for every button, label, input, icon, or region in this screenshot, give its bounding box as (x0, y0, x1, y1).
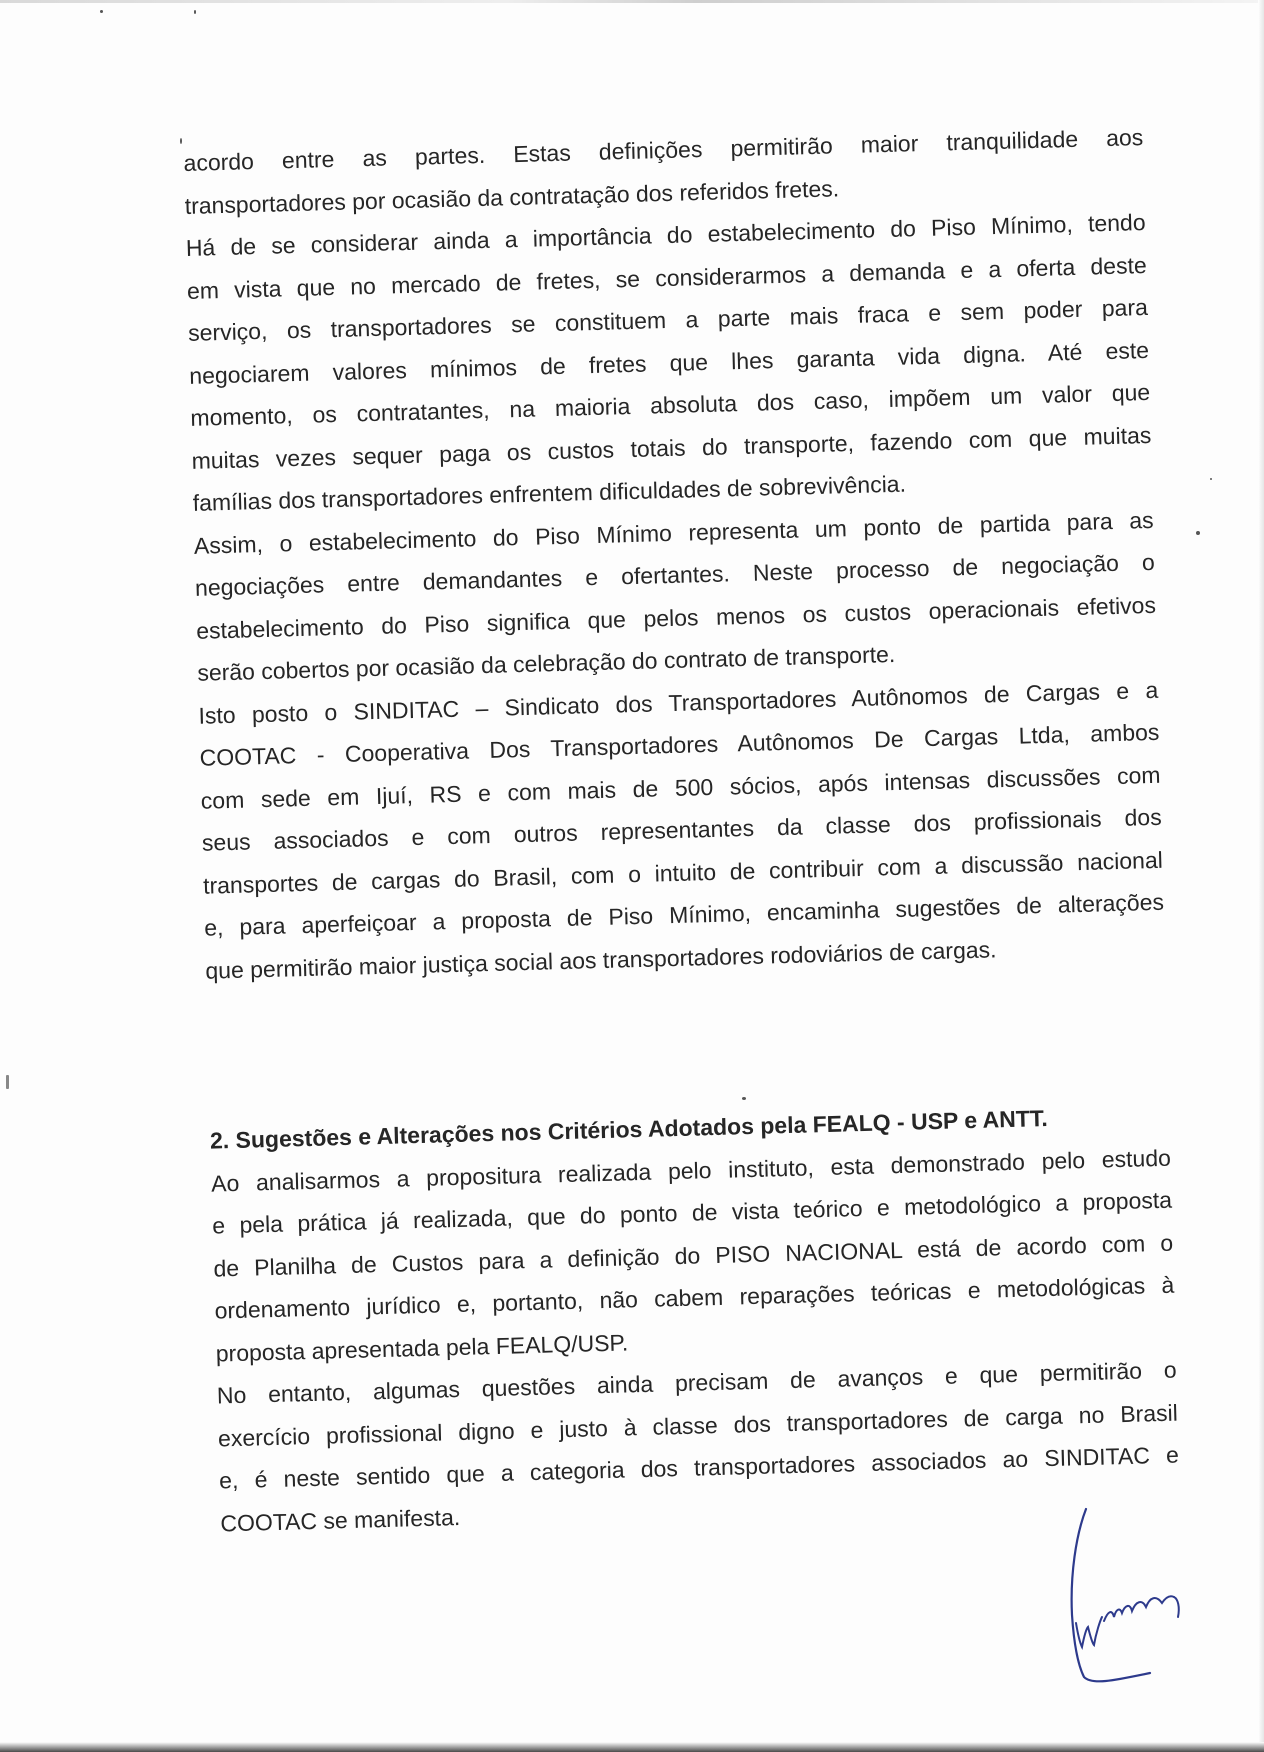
text-line: COOTAC - Cooperativa Dos Transportadores Autônomos De Cargas Ltda, ambos (199, 718, 1160, 771)
scan-right-edge (1258, 0, 1264, 1752)
text-line: exercício profissional digno e justo à classe dos transportadores de carga no Brasil (217, 1399, 1179, 1452)
text-line: Assim, o estabelecimento do Piso Mínimo representa um ponto de partida para as (193, 506, 1154, 559)
text-line: ordenamento jurídico e, portanto, não cabem reparações teóricas e metodológicas à (214, 1271, 1175, 1324)
scan-speck (1210, 478, 1212, 480)
text-line: transportes de cargas do Brasil, com o intuito de contribuir com a discussão nacional (202, 846, 1164, 899)
text-line: acordo entre as partes. Estas definições permitirão maior tranquilidade aos (183, 124, 1144, 176)
scan-bottom-edge (0, 1742, 1264, 1752)
scan-speck (180, 138, 182, 144)
text-line: Há de se considerar ainda a importância do estabelecimento do Piso Mínimo, tendo (185, 208, 1146, 261)
scan-speck (194, 10, 196, 14)
text-line: muitas vezes sequer paga os custos totais do transporte, fazendo com que muitas (191, 421, 1152, 474)
text-line: de Planilha de Custos para a definição do PISO NACIONAL está de acordo com o (213, 1229, 1174, 1282)
text-line: em vista que no mercado de fretes, se considerarmos a demanda e a oferta deste (186, 251, 1148, 304)
scan-speck (100, 10, 103, 13)
text-line: estabelecimento do Piso significa que pelos menos os custos operacionais efetivos (195, 591, 1157, 644)
text-line: famílias dos transportadores enfrentem dificuldades de sobrevivência. (192, 470, 907, 516)
text-line: serviço, os transportadores se constituem a parte mais fraca e sem poder para (187, 293, 1149, 346)
scan-speck (6, 1075, 9, 1089)
handwritten-signature (1062, 1505, 1192, 1690)
text-line: proposta apresentada pela FEALQ/USP. (215, 1328, 629, 1367)
text-line: negociações entre demandantes e ofertantes. Neste processo de negociação o (194, 548, 1156, 601)
intro-paragraphs (183, 116, 1166, 992)
text-line: e, para aperfeiçoar a proposta de Piso Mínimo, encaminha sugestões de alterações (203, 888, 1165, 941)
text-line: negociarem valores mínimos de fretes que lhes garanta vida digna. Até este (188, 336, 1150, 389)
text-line: serão cobertos por ocasião da celebração do contrato de transporte. (197, 640, 896, 686)
document-body (183, 116, 1181, 1544)
text-line: transportadores por ocasião da contratação dos referidos fretes. (184, 174, 840, 219)
text-line: com sede em Ijuí, RS e com mais de 500 sócios, após intensas discussões com (200, 761, 1161, 814)
scan-top-edge (0, 0, 1264, 3)
text-line: e, é neste sentido que a categoria dos transportadores associados ao SINDITAC e (218, 1441, 1180, 1494)
text-line: Isto posto o SINDITAC – Sindicato dos Transportadores Autônomos de Cargas e a (198, 676, 1159, 729)
text-line: No entanto, algumas questões ainda precisam de avanços e que permitirão o (216, 1356, 1177, 1409)
text-line: e pela prática já realizada, que do ponto de vista teórico e metodológico a proposta (211, 1186, 1173, 1239)
text-line: Ao analisarmos a propositura realizada pelo instituto, esta demonstrado pelo estudo (210, 1144, 1172, 1197)
text-line: momento, os contratantes, na maioria absoluta dos caso, impõem um valor que (190, 378, 1151, 431)
scan-speck (742, 1097, 746, 1100)
text-line: COOTAC se manifesta. (220, 1503, 461, 1536)
scan-speck (1196, 531, 1200, 535)
text-line: que permitirão maior justiça social aos transportadores rodoviários de cargas. (205, 935, 997, 984)
text-line: seus associados e com outros representantes da classe dos profissionais dos (201, 803, 1162, 856)
section-2 (209, 1094, 1180, 1545)
section-spacer (206, 966, 1169, 1120)
section-heading: 2. Sugestões e Alterações nos Critérios Adotados pela FEALQ - USP e ANTT. (209, 1104, 1049, 1154)
